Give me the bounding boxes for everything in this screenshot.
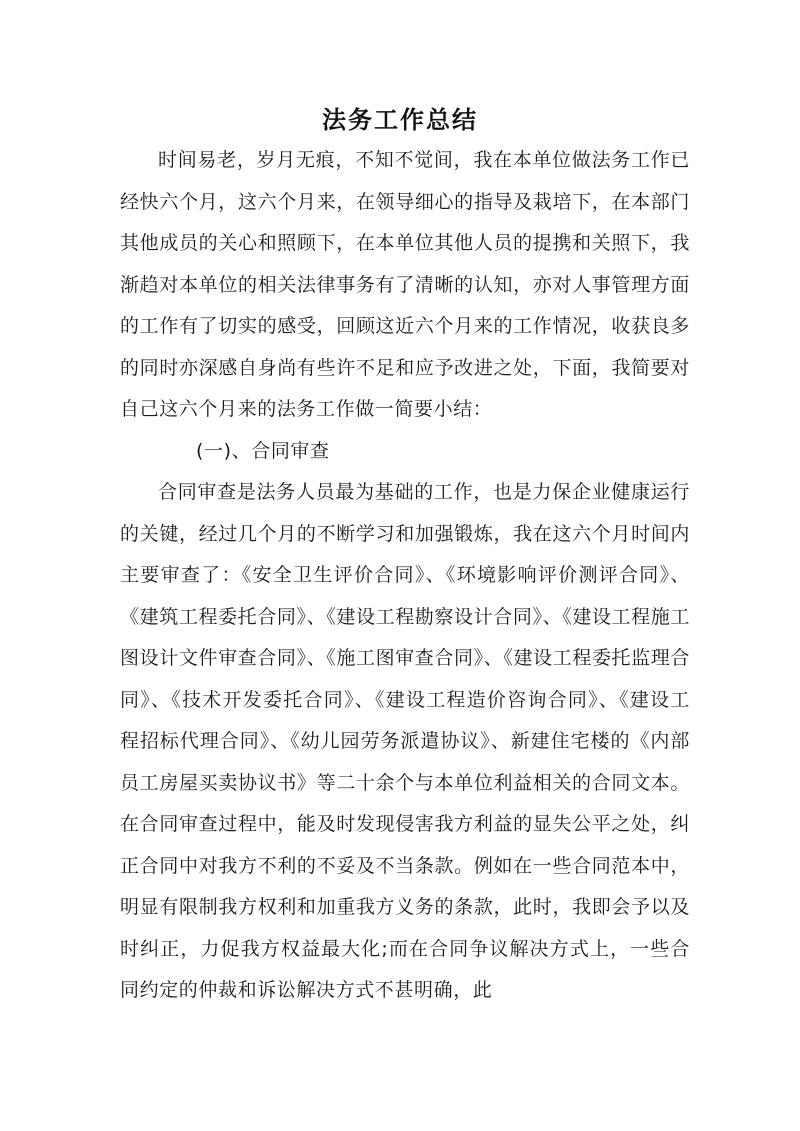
document-body — [120, 140, 690, 1012]
intro-paragraph: 时间易老，岁月无痕，不知不觉间，我在本单位做法务工作已经快六个月，这六个月来，在领导细心的指导及栽培下，在本部门其他成员的关心和照顾下，在本单位其他人员的提携和关照下，我渐趋对本单位的相关法律事务有了清晰的认知，亦对人事管理方面的工作有了切实的感受，回顾这近六个月来的工作情况，收获良多的同时亦深感自身尚有些许不足和应予改进之处，下面，我简要对自己这六个月来的法务工作做一简要小结： — [120, 149, 690, 420]
document-title: 法务工作总结 — [322, 106, 478, 134]
section-heading-contract-review: (一)、合同审查 — [196, 439, 330, 462]
contract-review-paragraph: 合同审查是法务人员最为基础的工作，也是力保企业健康运行的关键，经过几个月的不断学习和加强锻炼，我在这六个月时间内主要审查了：《安全卫生评价合同》、《环境影响评价测评合同》、《建筑工程委托合同》、《建设工程勘察设计合同》、《建设工程施工图设计文件审查合同》、《施工图审查合同》、《建设工程委托监理合同》、《技术开发委托合同》、《建设工程造价咨询合同》、《建设工程招标代理合同》、《幼儿园劳务派遣协议》、新建住宅楼的《内部员工房屋买卖协议书》等二十余个与本单位利益相关的合同文本。在合同审查过程中，能及时发现侵害我方利益的显失公平之处，纠正合同中对我方不利的不妥及不当条款。例如在一些合同范本中，明显有限制我方权利和加重我方义务的条款，此时，我即会予以及时纠正，力促我方权益最大化;而在合同争议解决方式上，一些合同约定的仲裁和诉讼解决方式不甚明确，此 — [120, 481, 690, 1001]
